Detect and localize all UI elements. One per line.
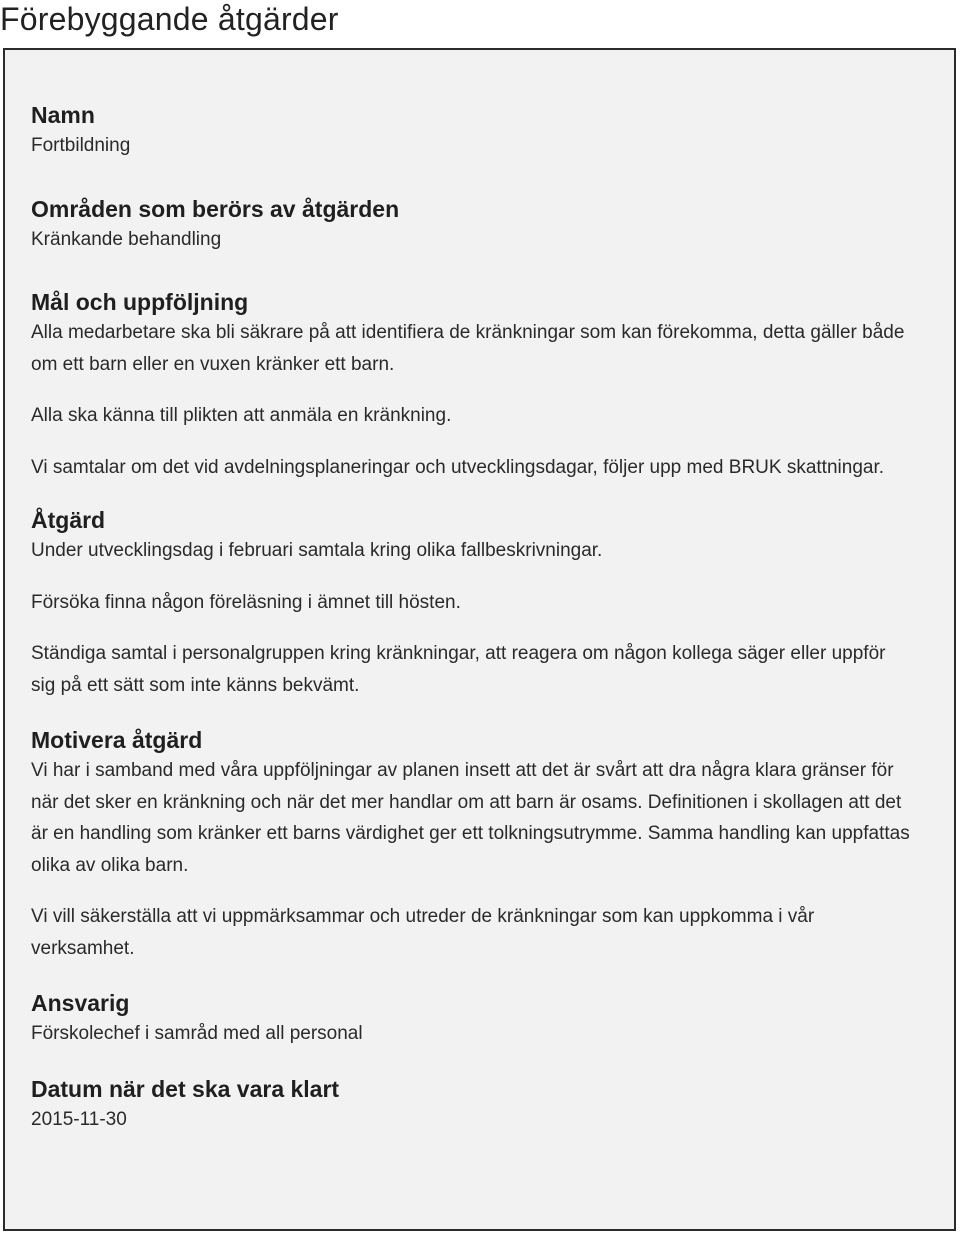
section-heading: Åtgärd bbox=[31, 507, 106, 533]
section-text: Alla ska känna till plikten att anmäla en kränkning. bbox=[31, 405, 452, 426]
section-motivera-atgard bbox=[31, 725, 954, 964]
section-heading: Områden som berörs av åtgärden bbox=[31, 195, 400, 222]
section-text: Försöka finna någon föreläsning i ämnet till hösten. bbox=[31, 591, 461, 613]
section-heading: Motivera åtgärd bbox=[31, 727, 203, 753]
section-omraden bbox=[31, 194, 954, 256]
section-text: Vi har i samband med våra uppföljningar av planen insett att det är svårt att dra några klara gränser för när det sker en kränkning och när det mer handlar om att barn är osams. Definitionen i skollagen att det är en handling som kränker ett barns värdighet ger ett tolkningsutrymme. Samma handling kan uppfattas olika av olika barn. bbox=[31, 760, 910, 876]
section-text: Förskolechef i samråd med all personal bbox=[31, 1023, 363, 1044]
section-datum bbox=[31, 1074, 954, 1136]
section-heading: Namn bbox=[31, 102, 95, 128]
section-text: Fortbildning bbox=[31, 135, 131, 156]
section-text: Alla medarbetare ska bli säkrare på att identifiera de kränkningar som kan förekomma, detta gäller både om ett barn eller en vuxen kränker ett barn. bbox=[31, 322, 905, 375]
page-title: Förebyggande åtgärder bbox=[0, 1, 339, 37]
section-heading: Mål och uppföljning bbox=[31, 289, 249, 315]
section-ansvarig bbox=[31, 988, 954, 1050]
section-text: Vi vill säkerställa att vi uppmärksammar och utreder de kränkningar som kan uppkomma i vår verksamhet. bbox=[31, 906, 815, 959]
section-namn bbox=[31, 100, 954, 162]
section-text: Vi samtalar om det vid avdelningsplaneringar och utvecklingsdagar, följer upp med BRUK skattningar. bbox=[31, 456, 885, 478]
section-atgard bbox=[31, 505, 954, 701]
section-text: Kränkande behandling bbox=[31, 228, 222, 250]
section-heading: Ansvarig bbox=[31, 990, 130, 1016]
section-text: Under utvecklingsdag i februari samtala kring olika fallbeskrivningar. bbox=[31, 540, 603, 561]
action-box bbox=[3, 48, 956, 1231]
section-heading: Datum när det ska vara klart bbox=[31, 1075, 340, 1102]
section-text: 2015-11-30 bbox=[31, 1108, 127, 1130]
section-text: Ständiga samtal i personalgruppen kring kränkningar, att reagera om någon kollega säger eller uppför sig på ett sätt som inte känns bekvämt. bbox=[31, 643, 886, 696]
section-mal-och-uppfoljning bbox=[31, 287, 954, 483]
